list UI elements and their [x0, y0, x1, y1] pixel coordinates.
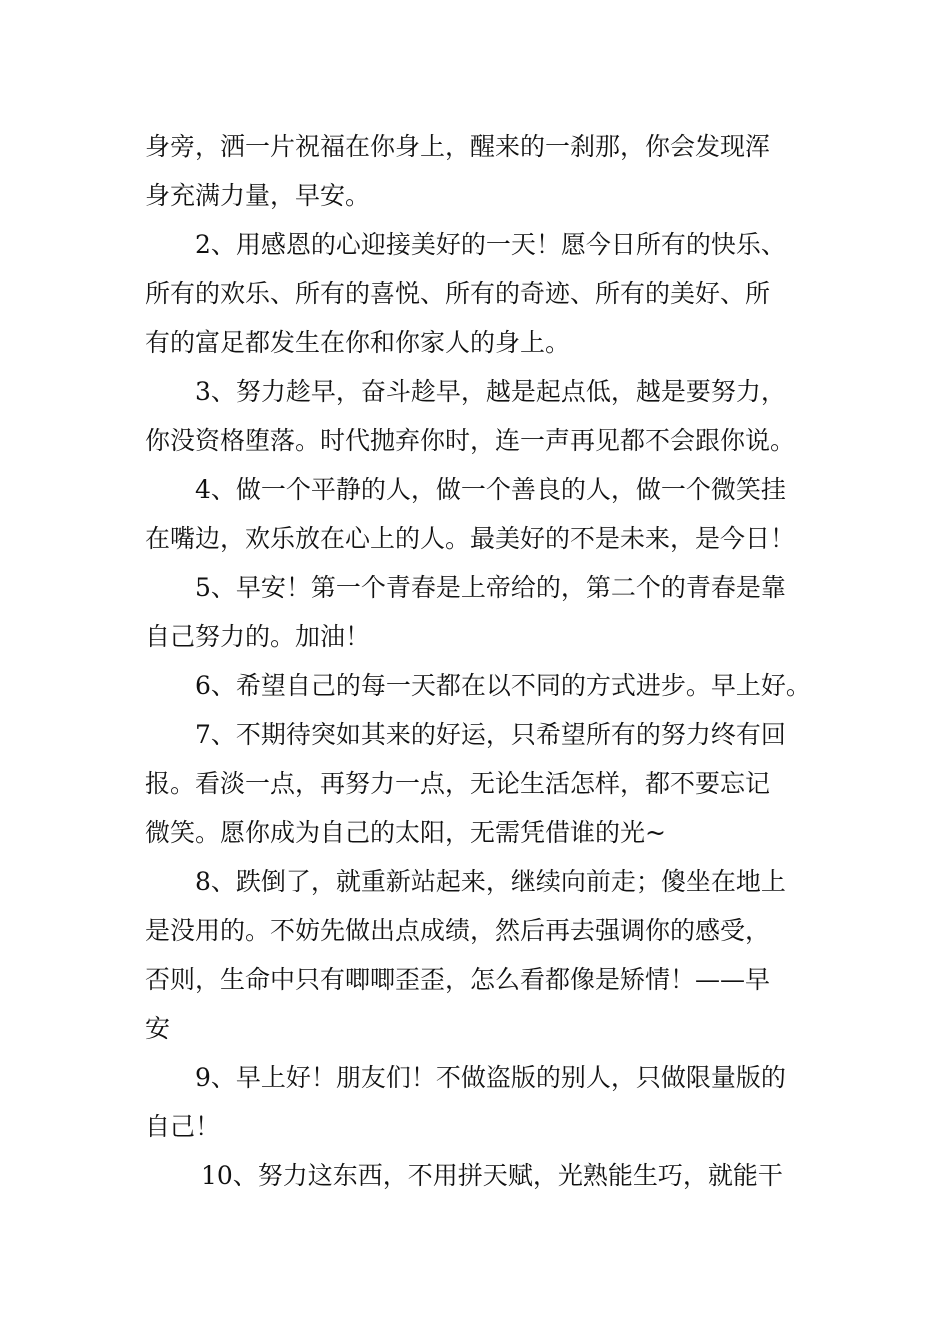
- text-line: 6、希望自己的每一天都在以不同的方式进步。早上好。: [195, 671, 811, 700]
- text-line: 所有的欢乐、所有的喜悦、所有的奇迹、所有的美好、所: [145, 279, 771, 308]
- paragraph-item-6: [145, 661, 809, 710]
- text-line: 微笑。愿你成为自己的太阳，无需凭借谁的光~: [145, 818, 666, 847]
- paragraph-intro-tail: [145, 122, 809, 220]
- document-body: [145, 122, 809, 1200]
- text-line: 否则，生命中只有唧唧歪歪，怎么看都像是矫情！——早: [145, 965, 771, 994]
- text-line: 自己！: [145, 1112, 221, 1141]
- paragraph-item-5: [145, 563, 809, 661]
- text-line: 身充满力量，早安。: [145, 181, 371, 210]
- paragraph-item-9: [145, 1053, 809, 1151]
- text-line: 报。看淡一点，再努力一点，无论生活怎样，都不要忘记: [145, 769, 771, 798]
- text-line: 是没用的。不妨先做出点成绩，然后再去强调你的感受，: [145, 916, 771, 945]
- text-line: 有的富足都发生在你和你家人的身上。: [145, 328, 571, 357]
- paragraph-item-7: [145, 710, 809, 857]
- paragraph-item-10: [145, 1151, 809, 1200]
- paragraph-item-3: [145, 367, 809, 465]
- text-line: 5、早安！第一个青春是上帝给的，第二个的青春是靠: [195, 573, 786, 602]
- text-line: 2、用感恩的心迎接美好的一天！愿今日所有的快乐、: [195, 230, 786, 259]
- text-line: 在嘴边，欢乐放在心上的人。最美好的不是未来，是今日！: [145, 524, 796, 553]
- paragraph-item-4: [145, 465, 809, 563]
- text-line: 10、努力这东西，不用拼天赋，光熟能生巧，就能干: [201, 1161, 783, 1190]
- text-line: 9、早上好！朋友们！不做盗版的别人，只做限量版的: [195, 1063, 786, 1092]
- text-line: 8、跌倒了，就重新站起来，继续向前走；傻坐在地上: [195, 867, 786, 896]
- paragraph-item-8: [145, 857, 809, 1053]
- text-line: 安: [145, 1014, 171, 1043]
- text-line: 自己努力的。加油！: [145, 622, 371, 651]
- text-line: 3、努力趁早，奋斗趁早，越是起点低，越是要努力，: [195, 377, 786, 406]
- text-line: 4、做一个平静的人，做一个善良的人，做一个微笑挂: [195, 475, 786, 504]
- text-line: 身旁，洒一片祝福在你身上，醒来的一刹那，你会发现浑: [145, 132, 771, 161]
- text-line: 7、不期待突如其来的好运，只希望所有的努力终有回: [195, 720, 786, 749]
- paragraph-item-2: [145, 220, 809, 367]
- text-line: 你没资格堕落。时代抛弃你时，连一声再见都不会跟你说。: [145, 426, 796, 455]
